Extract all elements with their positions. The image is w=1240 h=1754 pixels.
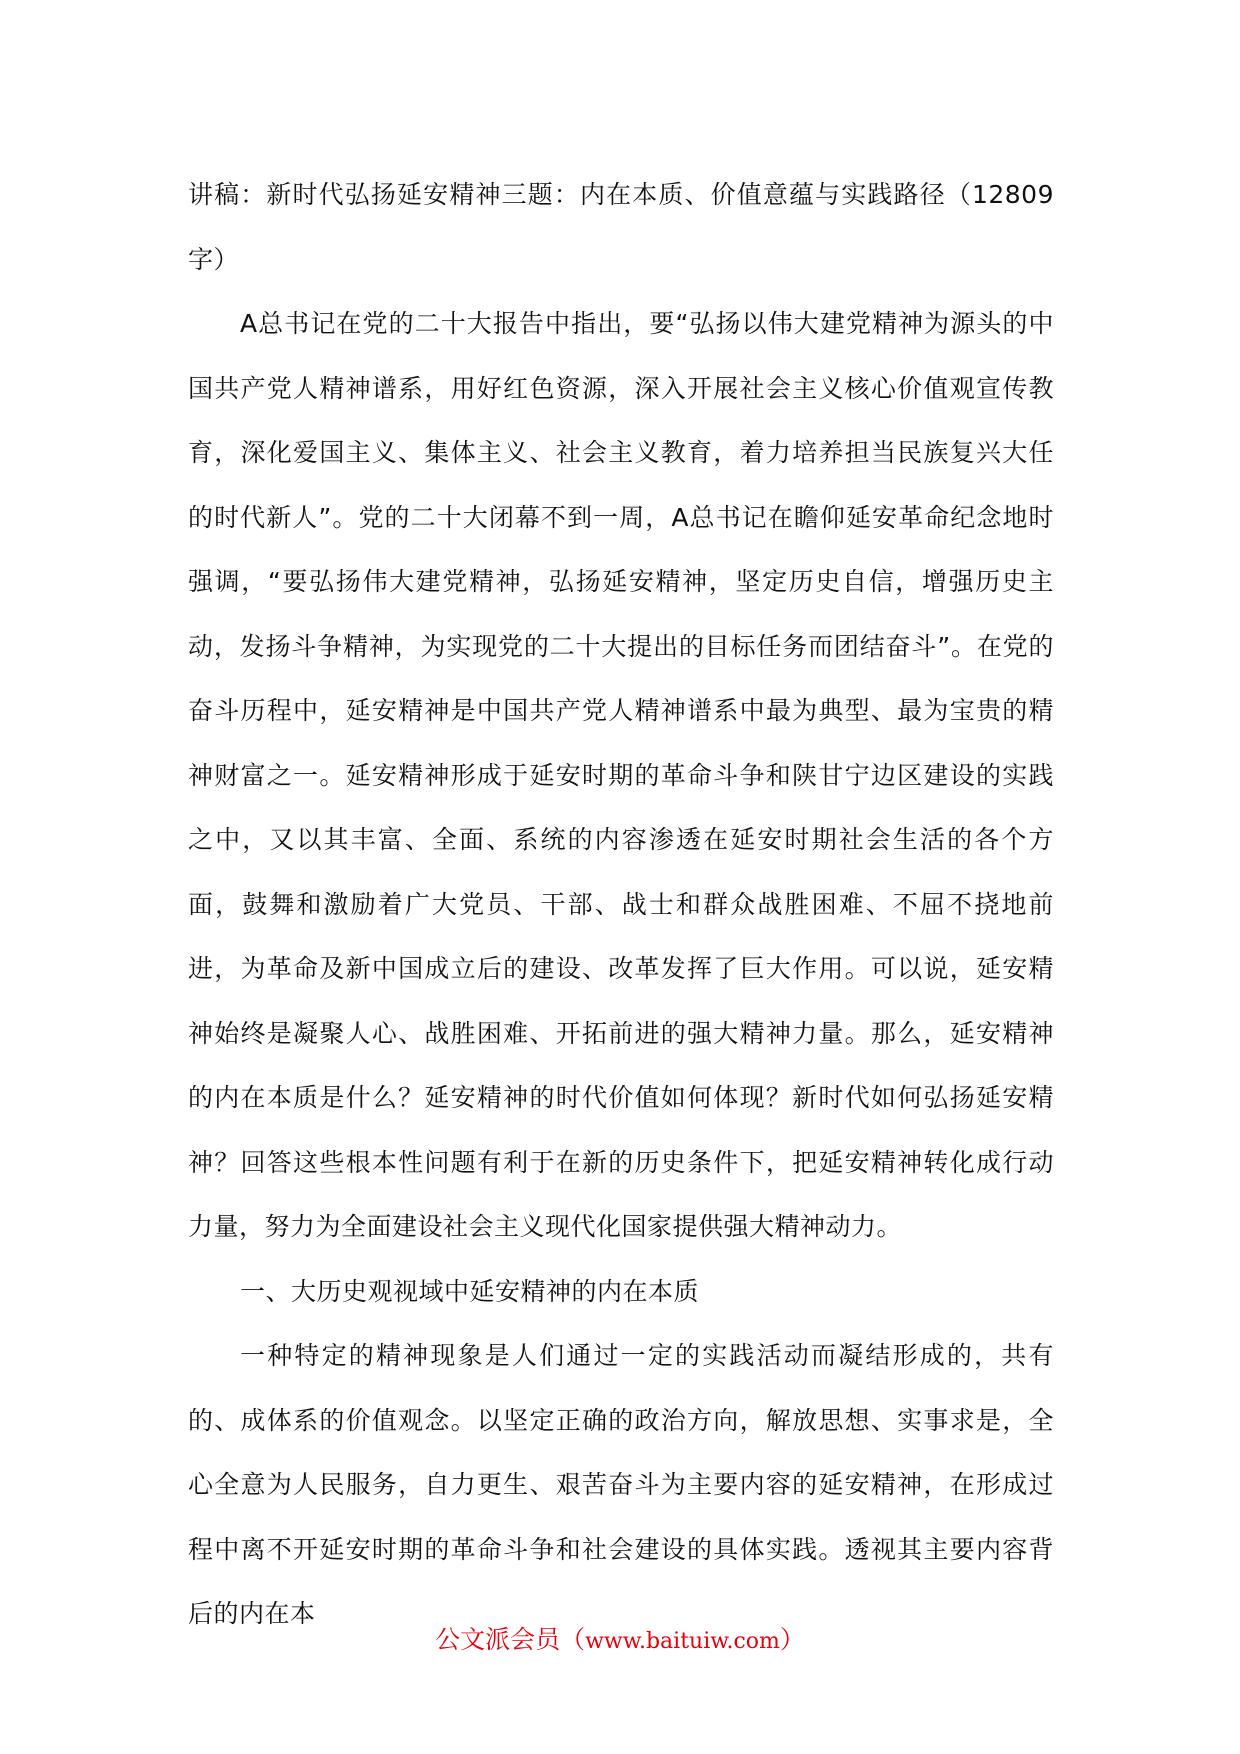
footer-label: 公文派会员（ — [435, 1625, 586, 1654]
footer-watermark — [0, 1620, 1240, 1656]
section-heading: 一、大历史观视域中延安精神的内在本质 — [240, 1276, 700, 1306]
footer-close: ） — [779, 1625, 805, 1654]
document-body — [188, 163, 1054, 1647]
document-title: 讲稿：新时代弘扬延安精神三题：内在本质、价值意蕴与实践路径（12809字） — [188, 180, 1054, 274]
body-paragraph: 一种特定的精神现象是人们通过一定的实践活动而凝结形成的，共有的、成体系的价值观念。以坚定正确的政治方向，解放思想、实事求是，全心全意为人民服务，自力更生、艰苦奋斗为主要内容的延安精神，在形成过程中离不开延安时期的革命斗争和社会建设的具体实践。透视其主要内容背后的内在本 — [188, 1341, 1054, 1628]
body-paragraph: A总书记在党的二十大报告中指出，要“弘扬以伟大建党精神为源头的中国共产党人精神谱系，用好红色资源，深入开展社会主义核心价值观宣传教育，深化爱国主义、集体主义、社会主义教育，着力培养担当民族复兴大任的时代新人”。党的二十大闭幕不到一周，A总书记在瞻仰延安革命纪念地时强调，“要弘扬伟大建党精神，弘扬延安精神，坚定历史自信，增强历史主动，发扬斗争精神，为实现党的二十大提出的目标任务而团结奋斗”。在党的奋斗历程中，延安精神是中国共产党人精神谱系中最为典型、最为宝贵的精神财富之一。延安精神形成于延安时期的革命斗争和陕甘宁边区建设的实践之中，又以其丰富、全面、系统的内容渗透在延安时期社会生活的各个方面，鼓舞和激励着广大党员、干部、战士和群众战胜困难、不屈不挠地前进，为革命及新中国成立后的建设、改革发挥了巨大作用。可以说，延安精神始终是凝聚人心、战胜困难、开拓前进的强大精神力量。那么，延安精神的内在本质是什么？延安精神的时代价值如何体现？新时代如何弘扬延安精神？回答这些根本性问题有利于在新的历史条件下，把延安精神转化成行动力量，努力为全面建设社会主义现代化国家提供强大精神动力。 — [188, 309, 1054, 1241]
footer-url: www.baituiw.com — [585, 1629, 780, 1654]
